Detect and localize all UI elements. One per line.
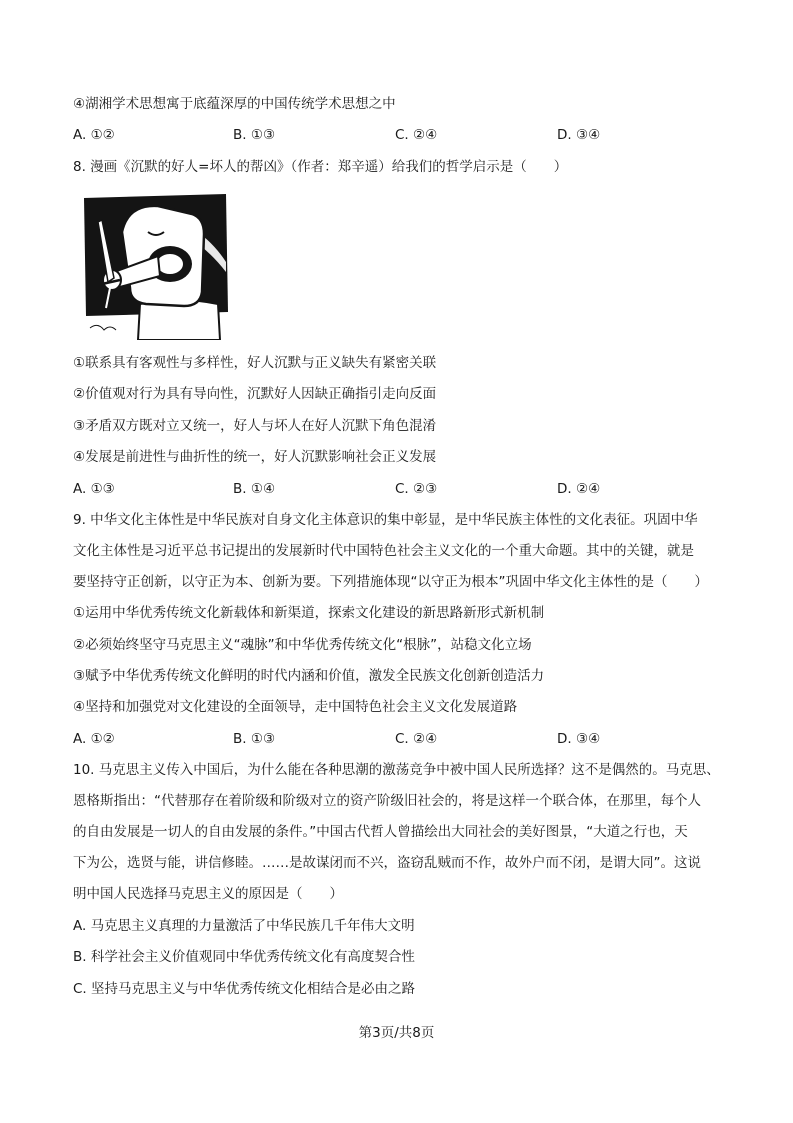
q9-option-a: A. ①② — [73, 731, 115, 747]
q10-choice-b: B. 科学社会主义价值观同中华优秀传统文化有高度契合性 — [73, 949, 415, 965]
q8-item-2: ②价值观对行为具有导向性，沉默好人因缺正确指引走向反面 — [73, 386, 437, 402]
q8-item-3: ③矛盾双方既对立又统一，好人与坏人在好人沉默下角色混淆 — [73, 418, 437, 434]
q9-option-d: D. ③④ — [557, 731, 601, 747]
q9-item-2: ②必须始终坚守马克思主义“魂脉”和中华优秀传统文化“根脉”，站稳文化立场 — [73, 637, 532, 653]
q9-stem-line-2: 文化主体性是习近平总书记提出的发展新时代中国特色社会主义文化的一个重大命题。其中的关键，就是 — [73, 543, 694, 559]
q9-stem-line-1: 9. 中华文化主体性是中华民族对自身文化主体意识的集中彰显，是中华民族主体性的文化表征。巩固中华 — [73, 512, 698, 528]
q8-option-b: B. ①④ — [233, 481, 276, 497]
page-number-footer: 第3页/共8页 — [358, 1025, 435, 1041]
q8-item-4: ④发展是前进性与曲折性的统一，好人沉默影响社会正义发展 — [73, 449, 437, 465]
q10-stem-line-1: 10. 马克思主义传入中国后，为什么能在各种思潮的激荡竞争中被中国人民所选择？这不是偶然的。马克思、 — [73, 762, 720, 778]
q9-options — [73, 729, 733, 749]
q9-option-b: B. ①③ — [233, 731, 276, 747]
q9-option-c: C. ②④ — [395, 731, 438, 747]
q10-stem-line-2: 恩格斯指出：“代替那存在着阶级和阶级对立的资产阶级旧社会的，将是这样一个联合体，在那里，每个人 — [73, 793, 701, 809]
q7-option-b: B. ①③ — [233, 127, 276, 143]
cartoon-silent-good-person-icon — [80, 192, 230, 340]
q10-stem-line-4: 下为公，选贤与能，讲信修睦。……是故谋闭而不兴，盗窃乱贼而不作，故外户而不闭，是谓大同”。这说 — [73, 855, 701, 871]
q8-options — [73, 479, 733, 499]
q8-item-1: ①联系具有客观性与多样性，好人沉默与正义缺失有紧密关联 — [73, 355, 437, 371]
q7-item-4: ④湖湘学术思想寓于底蕴深厚的中国传统学术思想之中 — [73, 96, 396, 112]
q7-option-c: C. ②④ — [395, 127, 438, 143]
q8-option-a: A. ①③ — [73, 481, 115, 497]
q10-stem-line-5: 明中国人民选择马克思主义的原因是（ ） — [73, 886, 343, 902]
q9-stem-line-3: 要坚持守正创新，以守正为本、创新为要。下列措施体现“以守正为根本”巩固中华文化主体性的是（ ） — [73, 574, 708, 590]
q10-choice-a: A. 马克思主义真理的力量激活了中华民族几千年伟大文明 — [73, 918, 415, 934]
cartoon-image — [80, 192, 230, 340]
q9-item-4: ④坚持和加强党对文化建设的全面领导，走中国特色社会主义文化发展道路 — [73, 699, 518, 715]
q7-option-a: A. ①② — [73, 127, 115, 143]
q8-stem: 8. 漫画《沉默的好人=坏人的帮凶》（作者：郑辛遥）给我们的哲学启示是（ ） — [73, 159, 568, 175]
q7-option-d: D. ③④ — [557, 127, 601, 143]
q8-option-c: C. ②③ — [395, 481, 438, 497]
q8-option-d: D. ②④ — [557, 481, 601, 497]
q7-options — [73, 125, 733, 145]
q9-item-1: ①运用中华优秀传统文化新载体和新渠道，探索文化建设的新思路新形式新机制 — [73, 605, 545, 621]
q10-choice-c: C. 坚持马克思主义与中华优秀传统文化相结合是必由之路 — [73, 981, 416, 997]
q10-stem-line-3: 的自由发展是一切人的自由发展的条件。”中国古代哲人曾描绘出大同社会的美好图景，“大道之行也，天 — [73, 824, 688, 840]
q9-item-3: ③赋予中华优秀传统文化鲜明的时代内涵和价值，激发全民族文化创新创造活力 — [73, 668, 545, 684]
